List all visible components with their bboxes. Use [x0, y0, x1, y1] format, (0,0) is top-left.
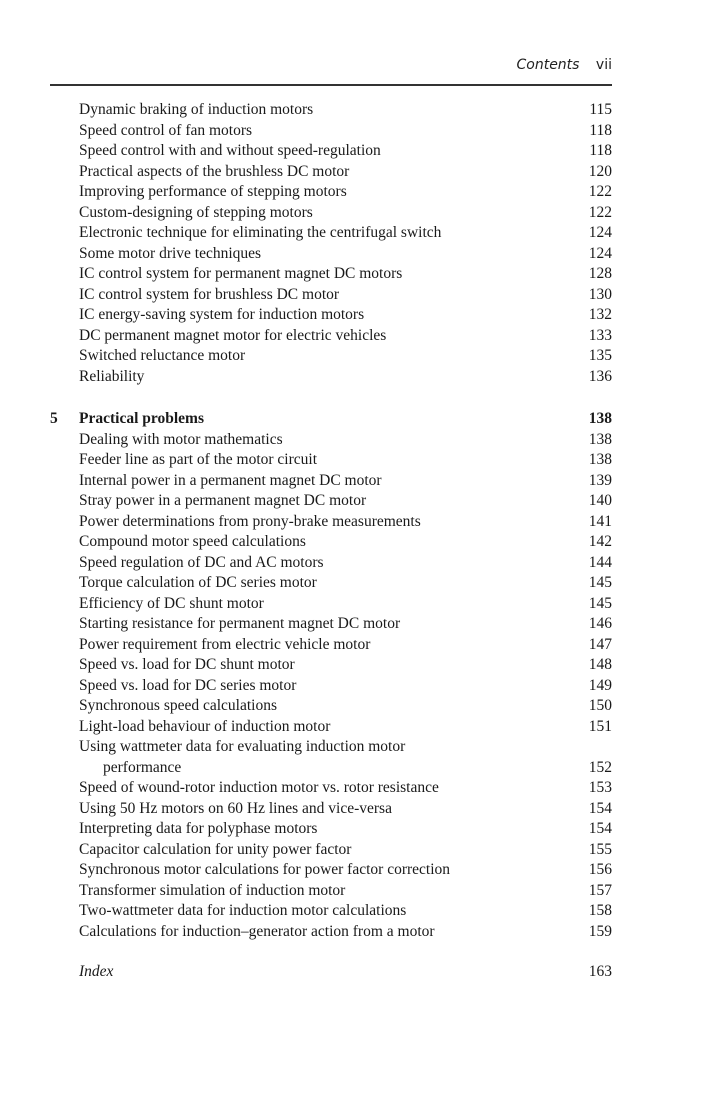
toc-entry-title: Practical problems: [79, 410, 204, 427]
toc-entry-page: 155: [588, 840, 612, 858]
toc-entry[interactable]: [50, 430, 612, 451]
toc-entry-title: Speed vs. load for DC shunt motor: [79, 656, 295, 673]
toc-entry[interactable]: [50, 244, 612, 265]
toc-entry-title: IC control system for brushless DC motor: [79, 285, 340, 303]
toc-entry-title: performance: [103, 758, 182, 776]
toc-entry[interactable]: [50, 573, 612, 594]
toc-entry-page: 154: [588, 820, 612, 837]
toc-entry-title: Two-wattmeter data for induction motor calculations: [79, 902, 407, 919]
toc-entry-page: 130: [588, 285, 612, 303]
toc-entry-title: Speed control with and without speed-regulation: [79, 142, 381, 159]
toc-entry-title: Transformer simulation of induction motor: [79, 881, 346, 899]
toc-entry-title: Efficiency of DC shunt motor: [79, 594, 264, 612]
toc-entry-title: Starting resistance for permanent magnet DC motor: [79, 615, 401, 632]
toc-entry-page: 144: [588, 553, 612, 571]
toc-entry-title: Torque calculation of DC series motor: [79, 574, 317, 591]
toc-entry-title: Electronic technique for eliminating the centrifugal switch: [79, 224, 442, 241]
chapter-number: 5: [50, 410, 58, 427]
toc-entry-page: 136: [588, 367, 612, 385]
toc-entry-title: Speed vs. load for DC series motor: [79, 676, 297, 694]
toc-entry-title: Dealing with motor mathematics: [79, 430, 283, 448]
toc-entry-title: Speed regulation of DC and AC motors: [79, 553, 324, 571]
toc-entry-title: Capacitor calculation for unity power factor: [79, 840, 352, 858]
toc-entry[interactable]: [50, 367, 612, 388]
toc-entry[interactable]: [50, 758, 612, 779]
toc-entry-page: 128: [588, 265, 612, 282]
toc-entry-page: 163: [588, 963, 612, 980]
toc-entry-title: Stray power in a permanent magnet DC motor: [79, 492, 367, 509]
toc-entry[interactable]: [50, 100, 612, 121]
toc-entry-title: Internal power in a permanent magnet DC motor: [79, 471, 382, 489]
toc-entry-page: 133: [588, 326, 612, 344]
toc-entry-page: 145: [588, 594, 612, 612]
toc-entry[interactable]: [50, 901, 612, 922]
toc-entry-title: IC control system for permanent magnet DC motors: [79, 265, 403, 282]
toc-entry[interactable]: [50, 922, 612, 943]
toc-entry-title: Feeder line as part of the motor circuit: [79, 451, 318, 468]
running-header: [516, 57, 612, 73]
toc-entry[interactable]: [50, 676, 612, 697]
toc-entry-title: Reliability: [79, 367, 145, 385]
toc-entry[interactable]: [50, 471, 612, 492]
toc-entry-page: 124: [588, 224, 612, 241]
toc-entry[interactable]: [50, 840, 612, 861]
toc-entry-title: Switched reluctance motor: [79, 347, 246, 364]
toc-entry-page: 138: [588, 410, 612, 427]
toc-entry-page: 132: [588, 306, 612, 323]
table-of-contents: [50, 100, 612, 983]
toc-entry-page: 138: [588, 451, 612, 468]
toc-entry[interactable]: [50, 696, 612, 717]
toc-entry-title: IC energy-saving system for induction motors: [79, 306, 365, 323]
toc-entry-page: 150: [588, 697, 612, 714]
toc-entry-page: 139: [588, 471, 612, 489]
toc-entry-title: Synchronous motor calculations for power factor correction: [79, 861, 451, 878]
toc-entry[interactable]: [50, 614, 612, 635]
toc-entry-page: 135: [588, 347, 612, 364]
toc-entry-page: 120: [588, 162, 612, 180]
toc-entry-page: 138: [588, 430, 612, 448]
toc-entry[interactable]: [50, 553, 612, 574]
toc-entry-page: 145: [588, 574, 612, 591]
toc-entry-title: Calculations for induction–generator action from a motor: [79, 922, 435, 940]
toc-entry[interactable]: [50, 655, 612, 676]
toc-entry-page: 158: [588, 902, 612, 919]
running-header-title: Contents: [516, 57, 580, 73]
toc-entry-page: 153: [588, 779, 612, 796]
toc-entry[interactable]: [50, 223, 612, 244]
toc-entry-title: DC permanent magnet motor for electric vehicles: [79, 326, 387, 344]
toc-entry-title: Power determinations from prony-brake measurements: [79, 512, 421, 530]
toc-entry-page: 122: [588, 203, 612, 221]
toc-entry-page: 115: [589, 101, 612, 118]
toc-entry[interactable]: [50, 594, 612, 615]
toc-entry[interactable]: [50, 532, 612, 553]
toc-entry-page: 147: [588, 635, 612, 653]
toc-index-entry[interactable]: [50, 962, 612, 983]
toc-entry-page: 141: [588, 512, 612, 530]
toc-entry[interactable]: [50, 346, 612, 367]
toc-entry-title: Some motor drive techniques: [79, 244, 262, 262]
toc-entry-title: Synchronous speed calculations: [79, 697, 278, 714]
toc-entry-page: 142: [588, 533, 612, 550]
toc-entry[interactable]: [50, 203, 612, 224]
toc-entry[interactable]: [50, 819, 612, 840]
toc-entry-page: 124: [588, 244, 612, 262]
toc-entry[interactable]: [50, 717, 612, 738]
toc-entry-title: Improving performance of stepping motors: [79, 183, 347, 200]
toc-entry[interactable]: [50, 182, 612, 203]
toc-entry-title: Light-load behaviour of induction motor: [79, 717, 331, 735]
toc-entry[interactable]: [50, 121, 612, 142]
toc-entry[interactable]: [50, 491, 612, 512]
toc-entry-page: 148: [588, 656, 612, 673]
toc-entry[interactable]: [50, 162, 612, 183]
toc-entry-page: 118: [589, 142, 612, 159]
toc-entry-title: Dynamic braking of induction motors: [79, 101, 314, 118]
toc-entry-page: 122: [588, 183, 612, 200]
header-rule: [50, 84, 612, 86]
toc-entry[interactable]: [50, 305, 612, 326]
toc-entry[interactable]: [50, 285, 612, 306]
toc-entry-page: 118: [589, 121, 612, 139]
toc-entry-title: Index: [79, 963, 114, 980]
toc-entry-title: Speed control of fan motors: [79, 121, 253, 139]
toc-entry-title: Compound motor speed calculations: [79, 533, 306, 550]
toc-entry-page: 140: [588, 492, 612, 509]
toc-entry-page: 151: [588, 717, 612, 735]
toc-entry-page: 154: [588, 799, 612, 817]
toc-entry-page: 157: [588, 881, 612, 899]
toc-entry-page: 149: [588, 676, 612, 694]
toc-entry[interactable]: [50, 860, 612, 881]
toc-entry-page: 152: [588, 758, 612, 776]
toc-entry[interactable]: [50, 326, 612, 347]
toc-entry-title: Speed of wound-rotor induction motor vs. rotor resistance: [79, 779, 439, 796]
toc-entry-title: Practical aspects of the brushless DC motor: [79, 162, 350, 180]
toc-entry-page: 156: [588, 861, 612, 878]
toc-entry[interactable]: [50, 799, 612, 820]
toc-entry[interactable]: [50, 450, 612, 471]
toc-entry[interactable]: [50, 778, 612, 799]
toc-entry-title: Interpreting data for polyphase motors: [79, 820, 318, 837]
toc-entry[interactable]: [50, 141, 612, 162]
toc-entry-title: Custom-designing of stepping motors: [79, 203, 313, 221]
toc-entry[interactable]: [50, 635, 612, 656]
toc-entry[interactable]: [50, 264, 612, 285]
page-number: vii: [595, 57, 612, 73]
toc-entry-title: Using wattmeter data for evaluating induction motor: [79, 738, 406, 755]
toc-entry-page: 146: [588, 615, 612, 632]
toc-entry-title: Using 50 Hz motors on 60 Hz lines and vice-versa: [79, 799, 392, 817]
toc-entry[interactable]: [50, 737, 612, 758]
toc-entry[interactable]: [50, 512, 612, 533]
toc-entry[interactable]: [50, 881, 612, 902]
toc-entry-title: Power requirement from electric vehicle motor: [79, 635, 371, 653]
toc-entry-page: 159: [588, 922, 612, 940]
toc-chapter-heading[interactable]: [50, 409, 612, 430]
